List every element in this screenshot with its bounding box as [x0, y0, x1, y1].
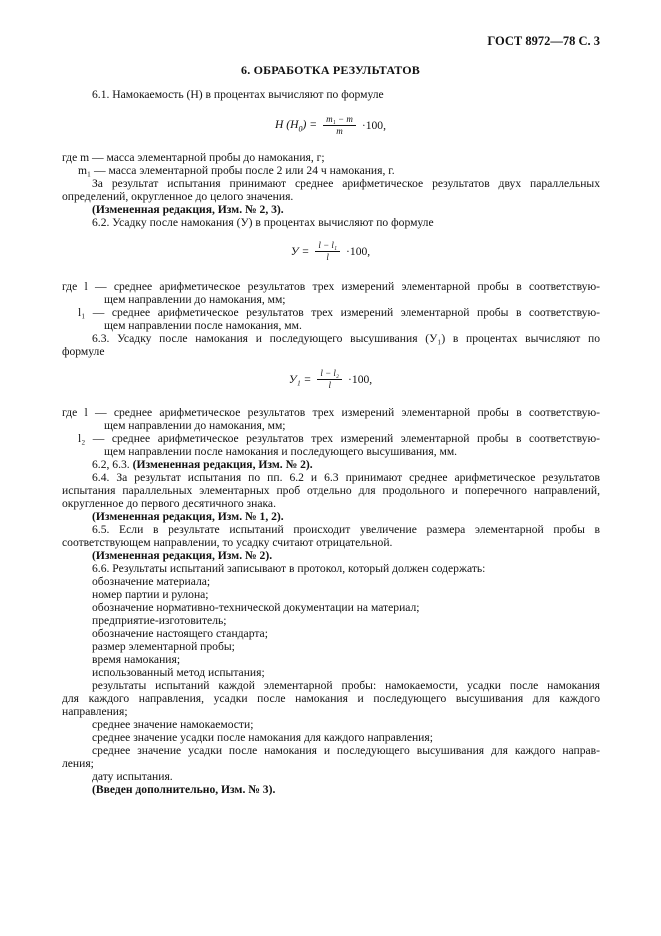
result-line-1: За результат испытания принимают среднее арифметическое результатов двух параллельных	[92, 177, 600, 190]
list-item: обозначение материала;	[92, 575, 211, 588]
def-m: где m — масса элементарной пробы до намокания, г;	[62, 151, 325, 164]
para-6-3-line-2: формуле	[62, 345, 105, 358]
result-line-2: определений, округленное до целого значения.	[62, 190, 294, 203]
def-m1: m₁ — масса элементарной пробы после 2 или 24 ч намокания, г.	[78, 164, 395, 177]
list-item: предприятие-изготовитель;	[92, 614, 227, 627]
para-6-6: 6.6. Результаты испытаний записывают в протокол, который должен содержать:	[92, 562, 486, 575]
def2-l-line-2: щем направлении до намокания, мм;	[104, 419, 286, 432]
page-header: ГОСТ 8972—78 С. 3	[487, 34, 600, 48]
list-item: среднее значение намокаемости;	[92, 718, 254, 731]
list-item: размер элементарной пробы;	[92, 640, 235, 653]
avg3-line-1: среднее значение усадки после намокания и последующего высушивания для каждого направ-	[92, 744, 600, 757]
list-item: использованный метод испытания;	[92, 666, 265, 679]
list-item: среднее значение усадки после намокания для каждого направления;	[92, 731, 433, 744]
amendment-note: (Измененная редакция, Изм. № 2, 3).	[92, 203, 284, 216]
list-item: номер партии и рулона;	[92, 588, 209, 601]
amendment-note-4: (Измененная редакция, Изм. № 2).	[92, 549, 273, 562]
para-6-5-line-2: соответствующем направлении, то усадку считают отрицательной.	[62, 536, 393, 549]
formula-1-lhs: Н $(Н_0)$ =	[275, 117, 318, 134]
amendment-note-5: (Введен дополнительно, Изм. № 3).	[92, 783, 276, 796]
para-6-4-line-3: округленное до первого десятичного знака.	[62, 497, 276, 510]
def2-l-line-1: где l — среднее арифметическое результатов трех измерений элементарной пробы в соответствую-	[62, 406, 600, 419]
list-item: время намокания;	[92, 653, 181, 666]
def-l1-line-2: щем направлении после намокания, мм.	[104, 319, 302, 332]
def-l2-line-2: щем направлении после намокания и последующего высушивания, мм.	[104, 445, 458, 458]
results-line-2: для каждого направления, усадки после намокания и последующего высушивания для каждого	[62, 692, 600, 705]
formula-3	[0, 368, 661, 391]
list-item: обозначение нормативно-технической документации на материал;	[92, 601, 420, 614]
def-l-line-2: щем направлении до намокания, мм;	[104, 293, 286, 306]
def-l2-line-1: l₂ — среднее арифметическое результатов трех измерений элементарной пробы в соответствую-	[78, 432, 600, 445]
formula-1-tail: ·100,	[361, 119, 386, 132]
section-title: 6. ОБРАБОТКА РЕЗУЛЬТАТОВ	[241, 63, 420, 77]
formula-3-fraction: $\frac{\text{l − l₂}}{l}$	[317, 368, 342, 391]
amendment-note-3: (Измененная редакция, Изм. № 1, 2).	[92, 510, 284, 523]
para-6-4-line-2: испытания параллельных элементарных проб отдельно для продольного и поперечного направлений,	[62, 484, 600, 497]
para-6-4-line-1: 6.4. За результат испытания по пп. 6.2 и 6.3 принимают среднее арифметическое результатов	[92, 471, 600, 484]
para-6-3-line-1: 6.3. Усадку после намокания и последующего высушивания (У₁) в процентах вычисляют по	[92, 332, 600, 345]
formula-3-lhs: У₁ =	[288, 373, 312, 386]
list-item: обозначение настоящего стандарта;	[92, 627, 268, 640]
para-6-2: 6.2. Усадку после намокания (У) в процентах вычисляют по формуле	[92, 216, 434, 229]
formula-2-tail: ·100,	[346, 245, 371, 258]
avg3-line-2: ления;	[62, 757, 94, 770]
formula-1	[0, 114, 661, 137]
results-line-1: результаты испытаний каждой элементарной пробы: намокаемости, усадки после намокания	[92, 679, 600, 692]
formula-2-lhs: У =	[290, 245, 310, 258]
para-6-1: 6.1. Намокаемость (Н) в процентах вычисляют по формуле	[92, 88, 384, 101]
amendment-note-2: 6.2, 6.3. (Измененная редакция, Изм. № 2).	[92, 458, 313, 471]
para-6-5-line-1: 6.5. Если в результате испытаний происходит увеличение размера элементарной пробы в	[92, 523, 600, 536]
def-l-line-1: где l — среднее арифметическое результатов трех измерений элементарной пробы в соответствую-	[62, 280, 600, 293]
formula-3-tail: ·100,	[348, 373, 373, 386]
formula-1-fraction: $\frac{\text{m₁ − m}}{m}$	[323, 114, 356, 137]
formula-2-fraction: $\frac{\text{l − l₁}}{l}$	[315, 240, 340, 263]
def-l1-line-1: l₁ — среднее арифметическое результатов трех измерений элементарной пробы в соответствую-	[78, 306, 600, 319]
formula-2	[0, 240, 661, 263]
results-line-3: направления;	[62, 705, 128, 718]
list-item: дату испытания.	[92, 770, 173, 783]
